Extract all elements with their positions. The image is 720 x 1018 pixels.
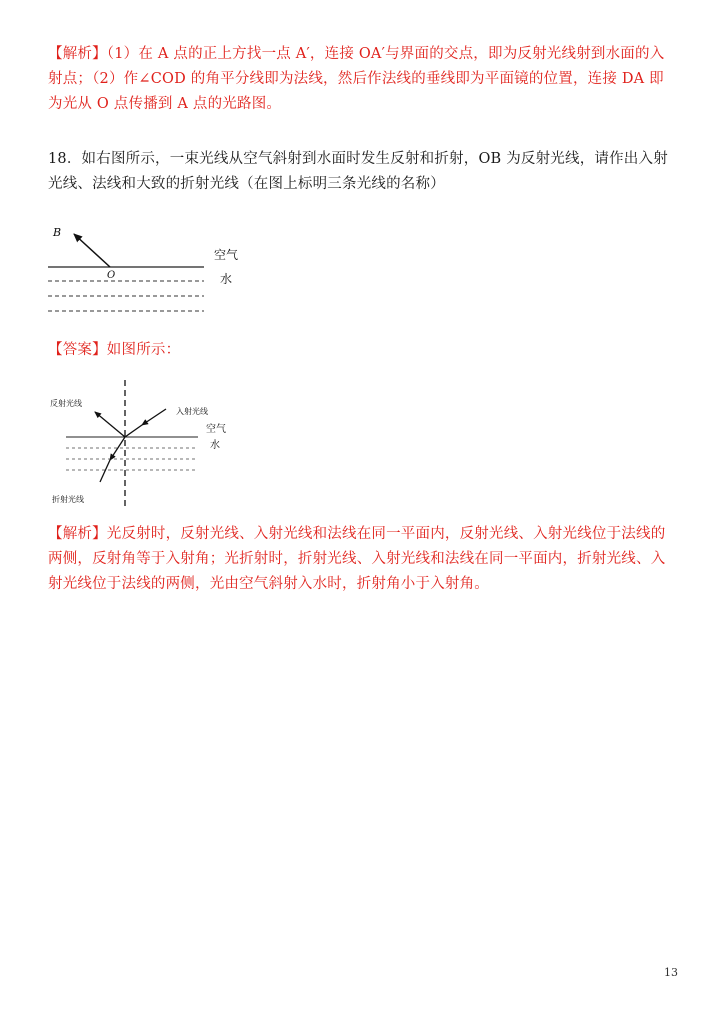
label-b: B xyxy=(53,226,62,239)
label-incident: 入射光线 xyxy=(176,407,208,416)
refracted-ray xyxy=(100,460,110,482)
label-water: 水 xyxy=(210,440,220,451)
label-reflected: 反射光线 xyxy=(50,399,82,408)
question-18: 18．如右图所示，一束光线从空气斜射到水面时发生反射和折射，OB 为反射光线，请作出入射光线、法线和大致的折射光线（在图上标明三条光线的名称） xyxy=(48,151,668,192)
label-o: O xyxy=(107,270,116,281)
label-refracted: 折射光线 xyxy=(52,495,84,504)
question-figure xyxy=(44,222,244,322)
refracted-ray-arrow xyxy=(110,437,125,460)
reflected-ray xyxy=(95,412,125,437)
analysis-paragraph-1: 【解析】（1）在 A 点的正上方找一点 A′，连接 OA′与界面的交点，即为反射光线射到水面的入射点；（2）作∠COD 的角平分线即为法线，然后作法线的垂线即为平面镜的位置，连接 DA 即为光从 O 点传播到 A 点的光路图。 xyxy=(48,46,665,112)
reflected-ray-ob xyxy=(74,234,110,267)
page-number: 13 xyxy=(664,966,678,979)
label-air: 空气 xyxy=(206,424,226,435)
answer-line: 【答案】如图所示： xyxy=(48,342,181,358)
label-air: 空气 xyxy=(214,248,239,262)
label-water: 水 xyxy=(220,272,233,286)
incident-ray-arrow xyxy=(142,409,166,425)
answer-figure xyxy=(48,378,248,510)
incident-ray xyxy=(125,425,142,437)
analysis-paragraph-2: 【解析】光反射时，反射光线、入射光线和法线在同一平面内，反射光线、入射光线位于法线的两侧，反射角等于入射角；光折射时，折射光线、入射光线和法线在同一平面内，折射光线、入射光线位于法线的两侧，光由空气斜射入水时，折射角小于入射角。 xyxy=(48,526,666,592)
